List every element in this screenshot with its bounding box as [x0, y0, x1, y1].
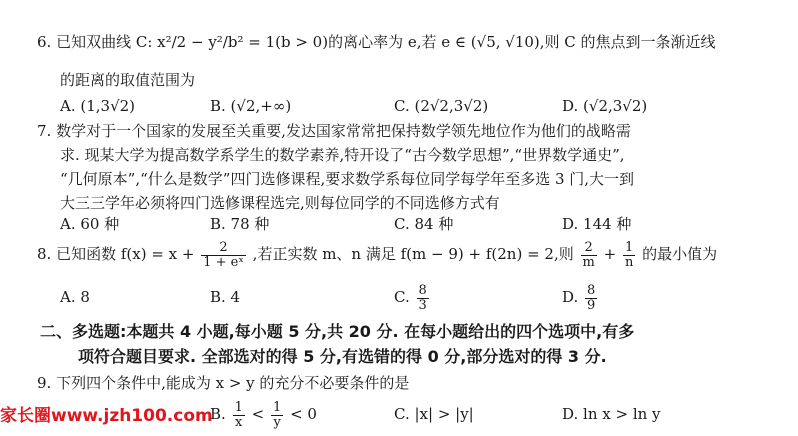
q7-line1: 7. 数学对于一个国家的发展至关重要,发达国家常常把保持数学领先地位作为他们的战略需 [37, 122, 631, 140]
q7-option-a: A. 60 种 [60, 215, 120, 233]
q7-option-c: C. 84 种 [394, 215, 454, 233]
q8-fraction-1n-num: 1 [623, 241, 635, 256]
q9-option-b-den2: y [273, 414, 281, 430]
q8-option-d-label: D. [562, 288, 579, 306]
q8-fraction-f-num: 2 [201, 241, 246, 256]
q9-option-b-tail: < 0 [290, 405, 317, 423]
q9-option-b-den1: x [235, 414, 243, 430]
q8-fraction-f [201, 241, 246, 270]
q7-option-b: B. 78 种 [210, 215, 270, 233]
q8-fraction-2m [581, 241, 597, 270]
section2-line1: 二、多选题:本题共 4 小题,每小题 5 分,共 20 分. 在每小题给出的四个选项中,有多 [40, 322, 635, 341]
q9-option-c: C. |x| > |y| [394, 405, 474, 423]
q8-option-d-num: 8 [587, 282, 596, 298]
q7-line4: 大三三学年必须将四门选修课程选完,则每位同学的不同选修方式有 [60, 194, 500, 212]
q6-option-a: A. (1,3√2) [60, 97, 136, 115]
q9-option-b [210, 396, 317, 432]
q9-option-b-mid: < [251, 405, 265, 423]
q8-suffix: 的最小值为 [642, 245, 718, 263]
q8-option-c-label: C. [394, 288, 410, 306]
q9-option-d: D. ln x > ln y [562, 405, 661, 423]
q9-option-b-label: B. [210, 405, 226, 423]
q8-option-b: B. 4 [210, 288, 241, 306]
q8-option-d-den: 9 [587, 297, 596, 313]
q8-option-c-num: 8 [418, 282, 427, 298]
q8-plus: + [603, 245, 617, 263]
q8-fraction-2m-num: 2 [581, 241, 597, 256]
q8-prefix: 8. 已知函数 f(x) = x + [37, 245, 195, 263]
watermark-logo: 家长圈www.jzh100.com [0, 406, 213, 426]
q7-line3: “几何原本”,“什么是数学”四门选修课程,要求数学系每位同学每学年至多选 3 门,大一到 [60, 170, 635, 188]
q9-option-b-num2: 1 [273, 399, 282, 415]
q8-stem [37, 238, 717, 270]
q6-option-b: B. (√2,+∞) [210, 97, 292, 115]
q8-option-c-den: 3 [418, 297, 427, 313]
q7-line2: 求. 现某大学为提高数学系学生的数学素养,特开设了“古今数学思想”,“世界数学通史”, [60, 146, 625, 164]
q8-option-c [394, 279, 431, 315]
q9-option-b-fraction-x [233, 401, 245, 430]
section2-line2: 项符合题目要求. 全部选对的得 5 分,有选错的得 0 分,部分选对的得 3 分. [78, 347, 607, 366]
q8-option-d [562, 279, 599, 315]
q7-option-d: D. 144 种 [562, 215, 632, 233]
q8-fraction-2m-den: m [582, 254, 595, 270]
q6-option-c: C. (2√2,3√2) [394, 97, 489, 115]
q6-option-d: D. (√2,3√2) [562, 97, 648, 115]
q8-option-c-fraction [417, 284, 429, 313]
q8-option-a: A. 8 [60, 288, 90, 306]
q8-fraction-1n-den: n [625, 254, 634, 270]
q6-line2: 的距离的取值范围为 [60, 71, 196, 89]
q9-stem: 9. 下列四个条件中,能成为 x > y 的充分不必要条件的是 [37, 374, 410, 392]
q8-fraction-f-den: 1 + eˣ [203, 254, 244, 270]
q8-middle: ,若正实数 m、n 满足 f(m − 9) + f(2n) = 2,则 [252, 245, 574, 263]
q8-fraction-1n [623, 241, 635, 270]
q6-line1: 6. 已知双曲线 C: x²/2 − y²/b² = 1(b > 0)的离心率为 e,若 e ∈ (√5, √10),则 C 的焦点到一条渐近线 [37, 33, 716, 51]
q8-option-d-fraction [585, 284, 597, 313]
q9-option-b-fraction-y [271, 401, 283, 430]
q9-option-b-num1: 1 [234, 399, 243, 415]
